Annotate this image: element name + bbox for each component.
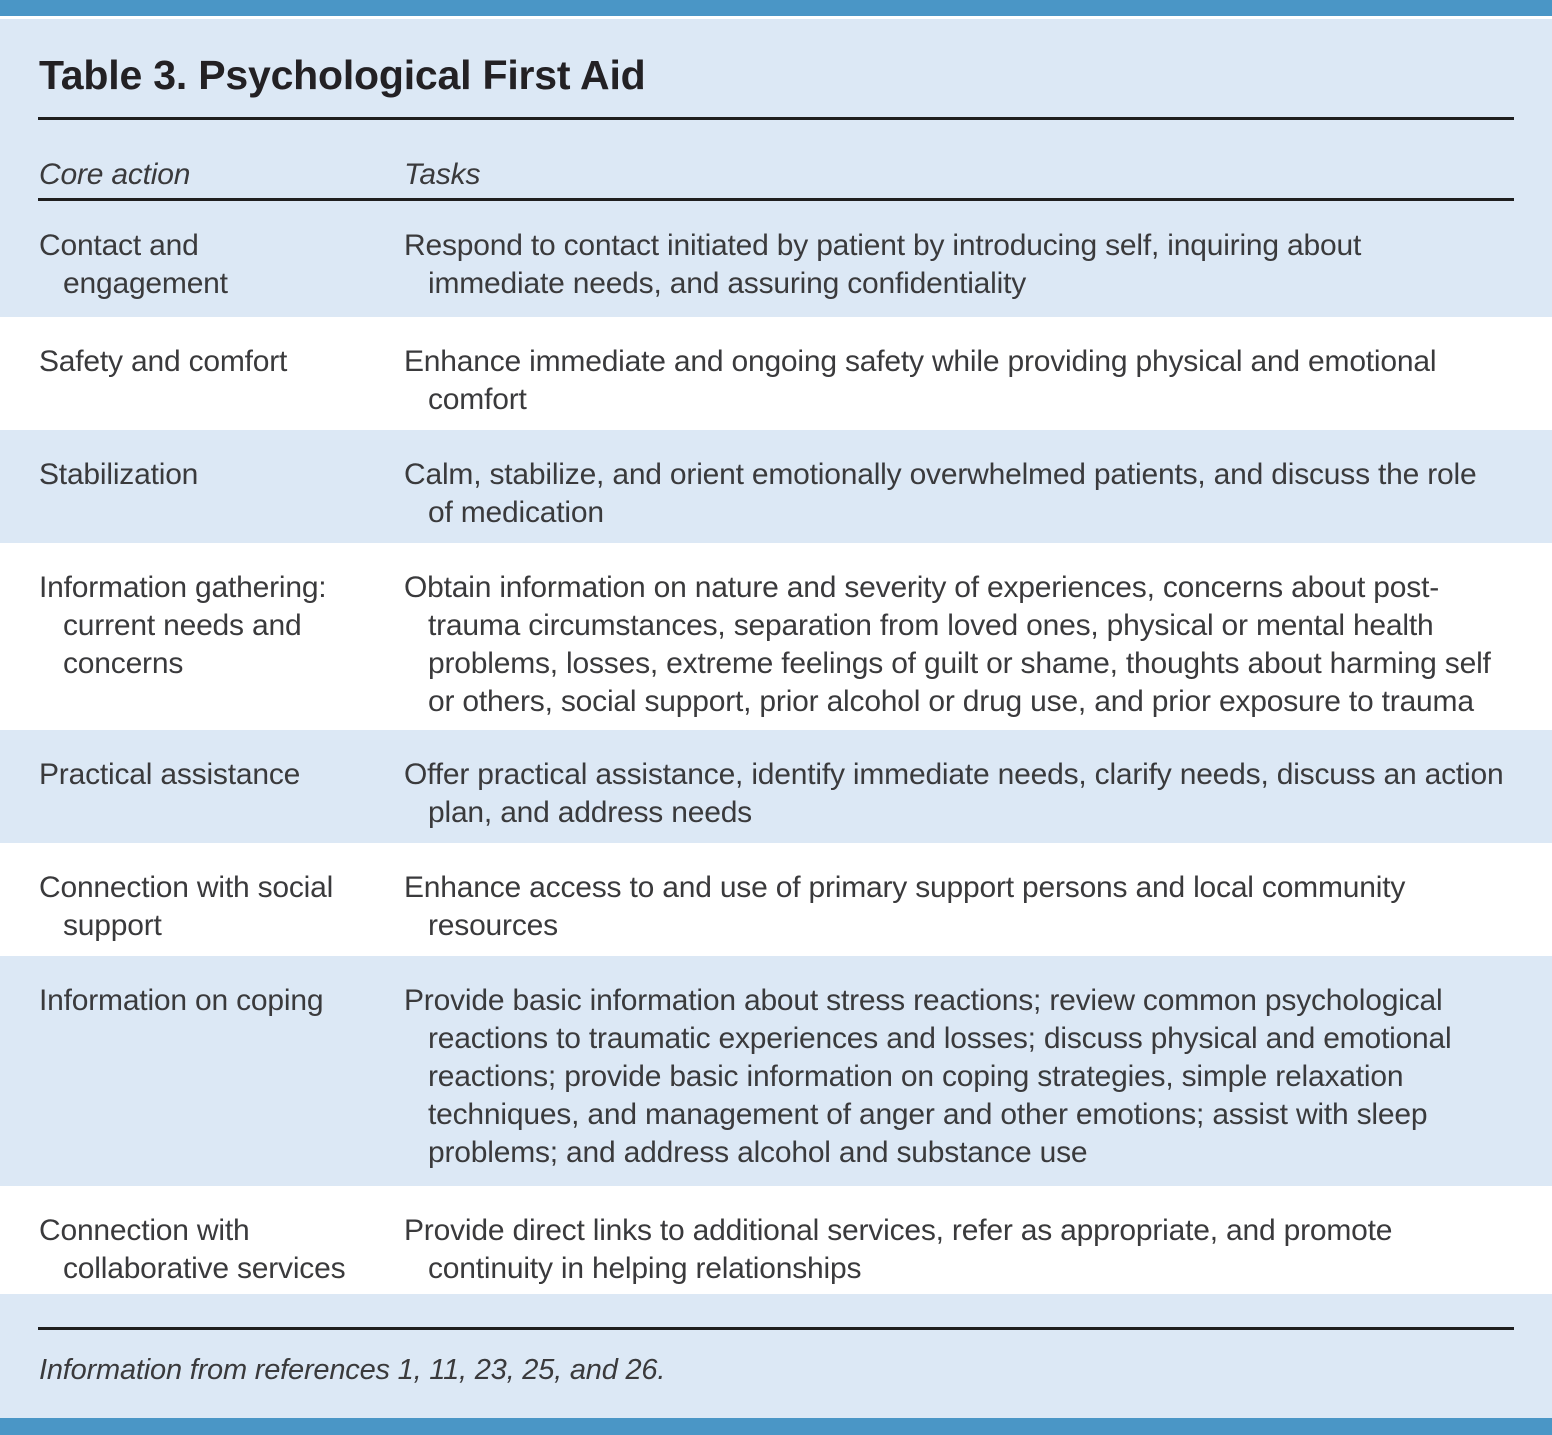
tasks-cell: Provide direct links to additional services, refer as appropriate, and promote continuity in helping relationships [404, 1214, 1393, 1285]
column-header-tasks: Tasks [404, 158, 481, 191]
table-row [0, 956, 1552, 1186]
table-row [0, 317, 1552, 430]
column-header-row [38, 120, 1514, 198]
core-action-cell: Connection with social support [39, 871, 334, 942]
bottom-accent-bar [0, 1418, 1552, 1435]
table-row [0, 543, 1552, 730]
tasks-cell: Offer practical assistance, identify immediate needs, clarify needs, discuss an action plan, and address needs [404, 758, 1504, 829]
table-row [0, 1186, 1552, 1294]
tasks-cell: Enhance immediate and ongoing safety while providing physical and emotional comfort [404, 345, 1437, 416]
tasks-cell: Enhance access to and use of primary support persons and local community resources [404, 871, 1406, 942]
table-header [0, 19, 1552, 201]
table-title: Table 3. Psychological First Aid [39, 52, 646, 98]
tasks-cell: Calm, stabilize, and orient emotionally overwhelmed patients, and discuss the role of medication [404, 458, 1477, 529]
table-row [0, 430, 1552, 543]
footer-rule [38, 1327, 1514, 1330]
core-action-cell: Connection with collaborative services [39, 1214, 346, 1285]
top-accent-bar [0, 0, 1552, 16]
table-footer [0, 1294, 1552, 1418]
tasks-cell: Respond to contact initiated by patient by introducing self, inquiring about immediate needs, and assuring confidentiality [404, 229, 1362, 300]
table-row [0, 843, 1552, 956]
tasks-cell: Provide basic information about stress reactions; review common psychological reactions to traumatic experiences and losses; discuss physical and emotional reactions; provide basic information on coping strategies, simple relaxation techniques, and management of anger and other emotions; assist with sleep problems; and address alcohol and substance use [404, 984, 1452, 1169]
core-action-cell: Information gathering: current needs and concerns [39, 571, 327, 680]
core-action-cell: Practical assistance [39, 758, 301, 791]
tasks-cell: Obtain information on nature and severity of experiences, concerns about post-trauma circumstances, separation from loved ones, physical or mental health problems, losses, extreme feelings of guilt or shame, thoughts about harming self or others, social support, prior alcohol or drug use, and prior exposure to trauma [404, 571, 1491, 718]
core-action-cell: Stabilization [39, 458, 199, 491]
table-row [0, 201, 1552, 317]
table-row [0, 730, 1552, 843]
core-action-cell: Safety and comfort [39, 345, 288, 378]
core-action-cell: Contact and engagement [39, 229, 228, 300]
core-action-cell: Information on coping [39, 984, 324, 1017]
footnote: Information from references 1, 11, 23, 25, and 26. [39, 1354, 666, 1386]
column-header-core-action: Core action [39, 158, 191, 191]
